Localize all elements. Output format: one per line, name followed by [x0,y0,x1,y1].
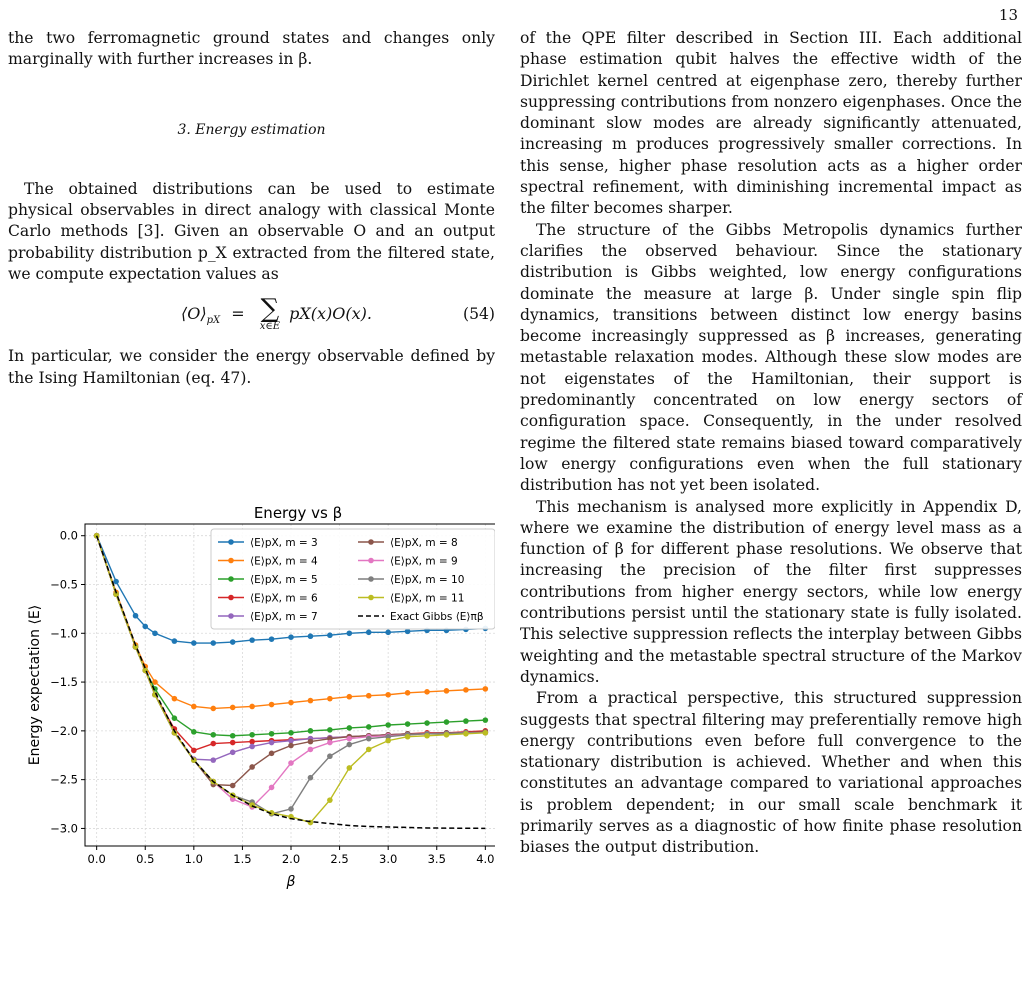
energy-figure [15,494,495,894]
data-point [463,731,469,737]
chart-legend [211,529,495,629]
legend-label: ⟨E⟩pX, m = 7 [250,611,318,623]
data-point [249,739,255,745]
legend-swatch-marker [228,595,234,601]
data-point [172,715,178,721]
data-point [347,694,353,700]
x-tick-label: 2.5 [330,852,349,866]
summation-sub: x∈E [259,321,281,333]
legend-swatch-marker [368,595,374,601]
legend-swatch-marker [228,558,234,564]
data-point [463,687,469,693]
data-point [483,717,489,723]
data-point [308,775,314,781]
right-paragraph-4: From a practical perspective, this structured suppression suggests that spectral filtering may preferentially remove high energy contributions even before full convergence to the stationary distribution is achieved. Whether and when this constitutes an advantage compared to variational approaches is problem dependent; in our small scale benchmark it primarily serves as a diagnostic of how finite phase resolution biases the output distribution. [520,689,1022,857]
data-point [210,640,216,646]
x-tick-label: 0.5 [136,852,155,866]
right-paragraph-2: The structure of the Gibbs Metropolis dynamics further clarifies the observed behaviour. Since the stationary distribution is Gibbs weighted, low energy configurations dominate the measure at large β. Under single spin flip dynamics, transitions between distinct low energy basins become increasingly suppressed as β increases, generating metastable relaxation modes. Although these slow modes are not eigenstates of the Hamiltonian, their support is predominantly concentrated on low energy sectors of configuration space. Consequently, in the under resolved regime the filtered state remains biased toward comparatively low energy configurations even when the full stationary distribution has not yet been isolated. [520,220,1022,495]
data-point [405,721,411,727]
y-tick-label: 0.0 [59,528,78,543]
data-point [347,765,353,771]
data-point [366,747,372,753]
data-point [288,806,294,812]
data-point [308,633,314,639]
legend-label: ⟨E⟩pX, m = 5 [250,574,318,586]
data-point [288,634,294,640]
right-column [520,28,1022,859]
y-tick-label: −0.5 [50,577,78,592]
x-tick-label: 2.0 [281,852,301,866]
data-point [249,764,255,770]
data-point [385,630,391,636]
data-point [327,696,333,702]
legend-swatch-marker [368,539,374,545]
data-point [191,640,197,646]
data-point [424,720,430,726]
y-tick-label: −2.0 [50,723,78,738]
data-point [230,740,236,746]
data-point [210,741,216,747]
data-point [230,783,236,789]
data-point [191,729,197,735]
y-tick-label: −2.5 [50,772,78,787]
data-point [327,632,333,638]
data-point [269,751,275,757]
data-point [142,624,148,630]
y-tick-label: −1.5 [50,675,78,690]
equation-equals: = [231,304,245,324]
data-point [444,688,450,694]
data-point [385,692,391,698]
data-point [327,797,333,803]
right-paragraph-1: of the QPE filter described in Section III. Each additional phase estimation qubit halves the effective width of the Dirichlet kernel centred at eigenphase zero, thereby further suppressing contributions from nonzero eigenphases. Once the dominant slow modes are already significantly attenuated, increasing m produces progressively smaller corrections. In this sense, higher phase resolution acts as a higher order spectral refinement, with diminishing incremental impact as the filter becomes sharper. [520,29,1022,218]
x-axis-label: β [286,874,296,890]
paragraph-after: In particular, we consider the energy observable defined by the Ising Hamiltonian (eq. 47). [8,347,495,387]
data-point [249,637,255,643]
legend-label: ⟨E⟩pX, m = 3 [250,537,318,549]
data-point [288,738,294,744]
data-point [347,630,353,636]
data-point [113,579,119,585]
data-point [483,730,489,736]
data-point [366,736,372,742]
paragraph-top: the two ferromagnetic ground states and changes only marginally with further increases in β. [8,29,495,69]
data-point [347,725,353,731]
x-tick-label: 4.0 [476,852,495,866]
data-point [327,740,333,746]
data-point [191,748,197,754]
data-point [230,705,236,711]
summation-symbol: ∑ x∈E [259,294,281,333]
equation-body [8,294,445,333]
paragraph-intro: The obtained distributions can be used to estimate physical observables in direct analogy with classical Monte Carlo methods [3]. Given an observable O and an output probability distribution p_X extracted from the filtered state, we compute expectation values as [8,179,495,284]
data-point [191,704,197,710]
data-point [366,724,372,730]
data-point [327,727,333,733]
data-point [210,732,216,738]
legend-label: ⟨E⟩pX, m = 4 [250,555,318,568]
data-point [366,630,372,636]
legend-label: ⟨E⟩pX, m = 10 [390,574,465,586]
data-point [152,630,158,636]
y-axis-label: Energy expectation ⟨E⟩ [27,604,43,766]
legend-label: ⟨E⟩pX, m = 9 [390,555,458,568]
legend-swatch-marker [368,558,374,564]
data-point [385,722,391,728]
legend-label: ⟨E⟩pX, m = 11 [390,592,465,605]
x-tick-label: 3.5 [427,852,446,866]
data-point [269,740,275,746]
data-point [327,753,333,759]
data-point [347,736,353,742]
data-point [444,719,450,725]
data-point [308,739,314,745]
data-point [230,639,236,645]
data-point [463,718,469,724]
energy-chart [15,494,495,894]
data-point [249,704,255,710]
legend-swatch-marker [368,576,374,582]
data-point [424,689,430,695]
data-point [385,738,391,744]
data-point [405,734,411,740]
data-point [210,706,216,712]
data-point [405,690,411,696]
data-point [269,731,275,737]
equation-rhs: pX(x)O(x). [289,304,373,324]
chart-title: Energy vs β [253,504,343,522]
data-point [366,693,372,699]
data-point [172,696,178,702]
data-point [483,686,489,692]
data-point [288,730,294,736]
page-number: 13 [998,6,1018,24]
data-point [288,700,294,706]
data-point [249,744,255,750]
data-point [308,728,314,734]
data-point [424,733,430,739]
legend-label: ⟨E⟩pX, m = 8 [390,537,458,549]
data-point [210,757,216,763]
right-paragraph-3: This mechanism is analysed more explicitly in Appendix D, where we examine the distribution of energy level mass as a function of β for different phase resolutions. We observe that increasing the precision of the filter first suppresses contributions from higher energy sectors, while low energy contributions persist until the stationary state is fully isolated. This selective suppression reflects the interplay between Gibbs weighting and the metastable spectral structure of the Markov dynamics. [520,497,1022,686]
left-column [8,28,495,389]
data-point [444,732,450,738]
data-point [308,747,314,753]
data-point [269,636,275,642]
data-point [230,750,236,756]
section-heading: 3. Energy estimation [177,121,326,138]
data-point [269,785,275,791]
x-tick-label: 0.0 [87,852,106,866]
legend-label: ⟨E⟩pX, m = 6 [250,592,318,605]
equation-54 [8,294,495,333]
data-point [172,638,178,644]
y-tick-label: −1.0 [50,626,78,641]
data-point [347,742,353,748]
legend-swatch-marker [228,539,234,545]
data-point [288,743,294,749]
data-point [249,732,255,738]
data-point [308,698,314,704]
equation-lhs-sub: pX [206,315,221,327]
equation-lhs: ⟨O⟩ [180,304,207,324]
y-tick-label: −3.0 [50,821,78,836]
equation-number: (54) [462,305,495,324]
data-point [269,702,275,708]
data-point [230,733,236,739]
legend-swatch-marker [228,576,234,582]
data-point [288,760,294,766]
legend-swatch-marker [228,613,234,619]
data-point [133,613,139,619]
x-tick-label: 3.0 [379,852,398,866]
x-tick-label: 1.0 [184,852,203,866]
legend-label: Exact Gibbs ⟨E⟩πβ [390,611,484,623]
x-tick-label: 1.5 [233,852,252,866]
